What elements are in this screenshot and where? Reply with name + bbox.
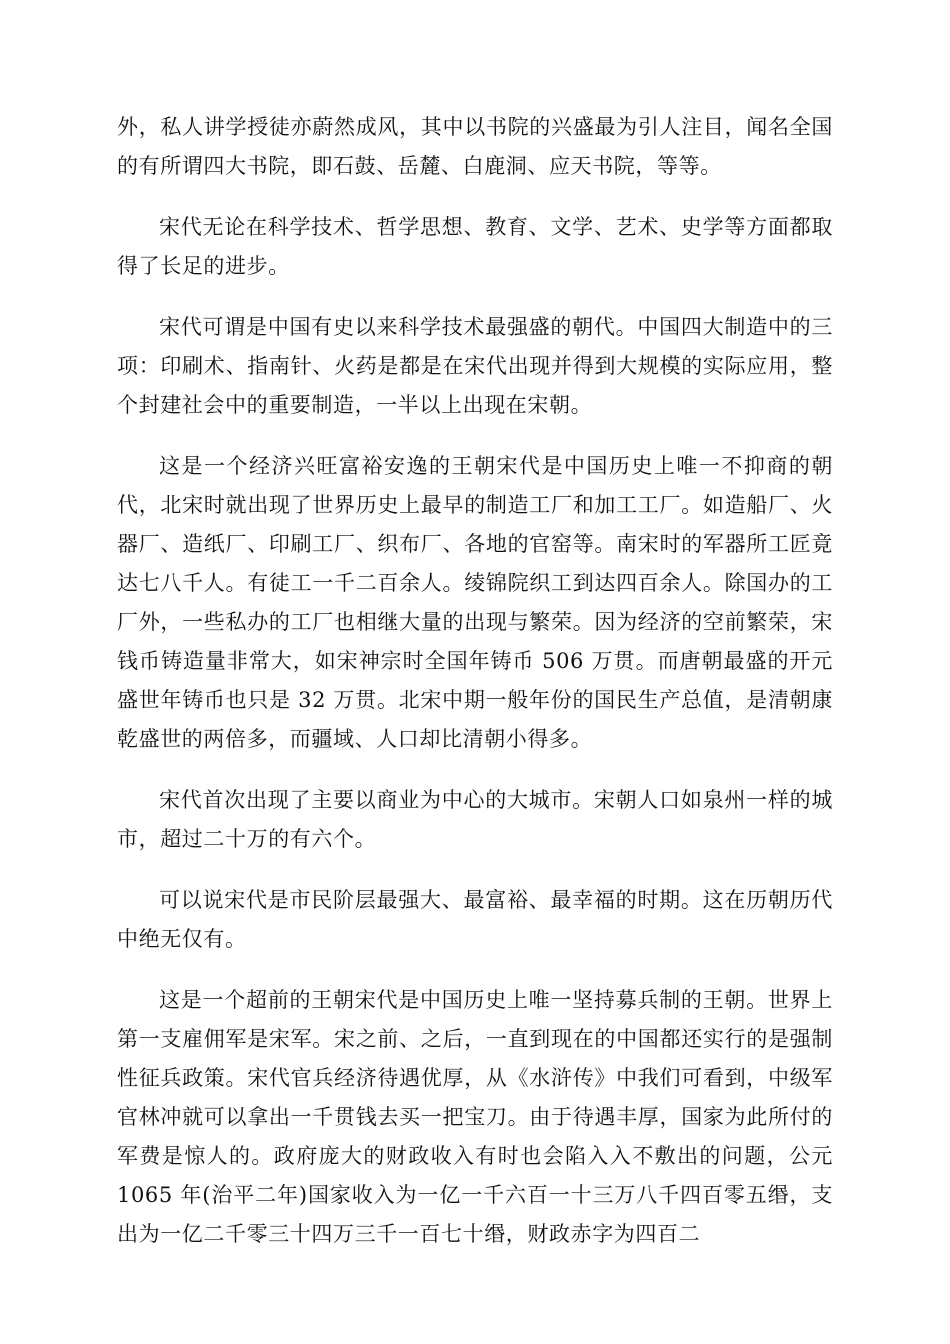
paragraph-2: 宋代无论在科学技术、哲学思想、教育、文学、艺术、史学等方面都取得了长足的进步。 bbox=[117, 215, 833, 278]
paragraph-4: 这是一个经济兴旺富裕安逸的王朝宋代是中国历史上唯一不抑商的朝代，北宋时就出现了世界历史上最早的制造工厂和加工工厂。如造船厂、火器厂、造纸厂、印刷工厂、织布厂、各地的官窑等。南宋时的军器所工匠竟达七八千人。有徒工一千二百余人。绫锦院织工到达四百余人。除国办的工厂外，一些私办的工厂也相继大量的出现与繁荣。因为经济的空前繁荣，宋钱币铸造量非常大，如宋神宗时全国年铸币 506 万贯。而唐朝最盛的开元盛世年铸币也只是 32 万贯。北宋中期一般年份的国民生产总值，是清朝康乾盛世的两倍多，而疆域、人口却比清朝小得多。 bbox=[117, 454, 833, 751]
paragraph-5: 宋代首次出现了主要以商业为中心的大城市。宋朝人口如泉州一样的城市，超过二十万的有六个。 bbox=[117, 788, 833, 851]
document-body bbox=[117, 108, 833, 1276]
paragraph-3: 宋代可谓是中国有史以来科学技术最强盛的朝代。中国四大制造中的三项：印刷术、指南针、火药是都是在宋代出现并得到大规模的实际应用，整个封建社会中的重要制造，一半以上出现在宋朝。 bbox=[117, 315, 833, 417]
paragraph-7: 这是一个超前的王朝宋代是中国历史上唯一坚持募兵制的王朝。世界上第一支雇佣军是宋军。宋之前、之后，一直到现在的中国都还实行的是强制性征兵政策。宋代官兵经济待遇优厚，从《水浒传》中我们可看到，中级军官林冲就可以拿出一千贯钱去买一把宝刀。由于待遇丰厚，国家为此所付的军费是惊人的。政府庞大的财政收入有时也会陷入入不敷出的问题，公元 1065 年(治平二年)国家收入为一亿一千六百一十三万八千四百零五缗，支出为一亿二千零三十四万三千一百七十缗，财政赤字为四百二 bbox=[117, 988, 833, 1246]
paragraph-1: 外，私人讲学授徒亦蔚然成风，其中以书院的兴盛最为引人注目，闻名全国的有所谓四大书院，即石鼓、岳麓、白鹿洞、应天书院，等等。 bbox=[117, 115, 833, 178]
paragraph-6: 可以说宋代是市民阶层最强大、最富裕、最幸福的时期。这在历朝历代中绝无仅有。 bbox=[117, 888, 833, 951]
